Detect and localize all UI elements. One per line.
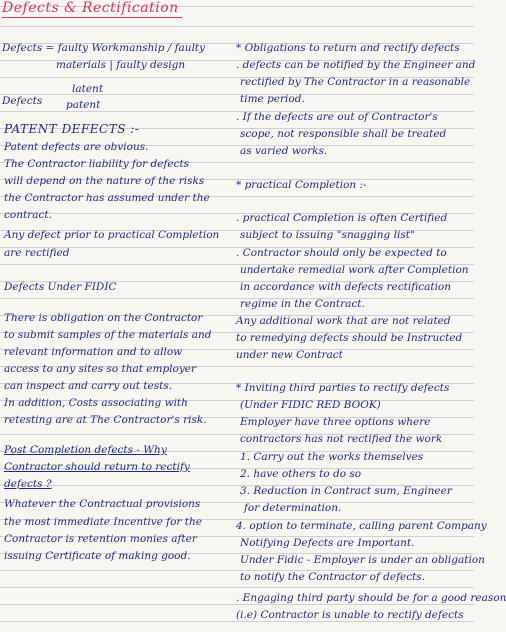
right-note-line: in accordance with defects rectification [240, 281, 452, 293]
right-note-line: Notifying Defects are Important. [240, 537, 415, 549]
right-note-line: 3. Reduction in Contract sum, Engineer [240, 485, 452, 497]
left-note-line: Post Completion defects - Why [4, 444, 167, 456]
left-note-line: The Contractor liability for defects [4, 158, 190, 170]
right-note-line: 1. Carry out the works themselves [240, 451, 424, 463]
right-note-line: scope, not responsible shall be treated [240, 128, 447, 140]
left-note-line: Contractor is retention monies after [4, 533, 197, 545]
right-note-line: to notify the Contractor of defects. [240, 571, 426, 583]
right-note-line: subject to issuing "snagging list" [240, 229, 415, 241]
left-note-line: Whatever the Contractual provisions [4, 498, 201, 510]
right-note-line: * practical Completion :- [236, 179, 367, 191]
right-note-line: regime in the Contract. [240, 298, 365, 310]
left-note-line: access to any sites so that employer [4, 363, 197, 375]
left-note-line: latent [72, 83, 104, 95]
left-note-line: patent [66, 99, 101, 111]
right-note-line: 4. option to terminate, calling parent Company [236, 520, 487, 532]
left-note-line: Defects = faulty Workmanship / faulty [2, 42, 206, 54]
right-note-line: rectified by The Contractor in a reasonable [240, 76, 471, 88]
left-note-line: are rectified [4, 247, 70, 259]
title-underline [2, 17, 182, 18]
left-note-line: retesting are at The Contractor's risk. [4, 414, 207, 426]
right-note-line: * Obligations to return and rectify defects [236, 42, 460, 54]
right-note-line: undertake remedial work after Completion [240, 264, 469, 276]
left-note-line: There is obligation on the Contractor [4, 312, 203, 324]
right-note-line: under new Contract [236, 349, 343, 361]
left-note-line: relevant information and to allow [4, 346, 183, 358]
right-note-line: 2. have others to do so [240, 468, 362, 480]
right-note-line: Under Fidic - Employer is under an obligation [240, 554, 485, 566]
left-note-line: the most immediate Incentive for the [4, 516, 202, 528]
left-note-line: Contractor should return to rectify [4, 461, 190, 473]
left-note-line: issuing Certificate of making good. [4, 550, 191, 562]
right-note-line: for determination. [244, 502, 342, 514]
right-note-line: . defects can be notified by the Engineer and [236, 59, 476, 71]
right-note-line: (i.e) Contractor is unable to rectify defects [236, 609, 464, 621]
right-note-line: . practical Completion is often Certified [236, 212, 448, 224]
left-note-line: Any defect prior to practical Completion [4, 229, 220, 241]
left-note-line: contract. [4, 209, 52, 221]
right-note-line: * Inviting third parties to rectify defects [236, 382, 450, 394]
left-note-line: can inspect and carry out tests. [4, 380, 173, 392]
left-note-line: In addition, Costs associating with [4, 397, 188, 409]
left-note-line: to submit samples of the materials and [4, 329, 212, 341]
right-note-line: as varied works. [240, 145, 328, 157]
right-note-line: Any additional work that are not related [236, 315, 451, 327]
left-note-line: defects ? [4, 478, 52, 490]
right-note-line: (Under FIDIC RED BOOK) [240, 399, 381, 411]
left-note-line: PATENT DEFECTS :- [4, 122, 140, 136]
left-note-line: Patent defects are obvious. [4, 141, 149, 153]
right-note-line: Employer have three options where [240, 416, 431, 428]
right-note-line: contractors has not rectified the work [240, 433, 443, 445]
right-note-line: . Engaging third party should be for a good reason [236, 592, 506, 604]
right-note-line: . Contractor should only be expected to [236, 247, 447, 259]
right-note-line: . If the defects are out of Contractor's [236, 111, 438, 123]
right-note-line: time period. [240, 93, 305, 105]
left-note-line: materials | faulty design [56, 59, 186, 71]
right-note-line: to remedying defects should be Instructed [236, 332, 463, 344]
left-note-line: the Contractor has assumed under the [4, 192, 210, 204]
left-note-line: Defects [2, 95, 43, 107]
page-title: Defects & Rectification [2, 0, 179, 16]
left-note-line: Defects Under FIDIC [4, 281, 117, 293]
left-note-line: will depend on the nature of the risks [4, 175, 205, 187]
